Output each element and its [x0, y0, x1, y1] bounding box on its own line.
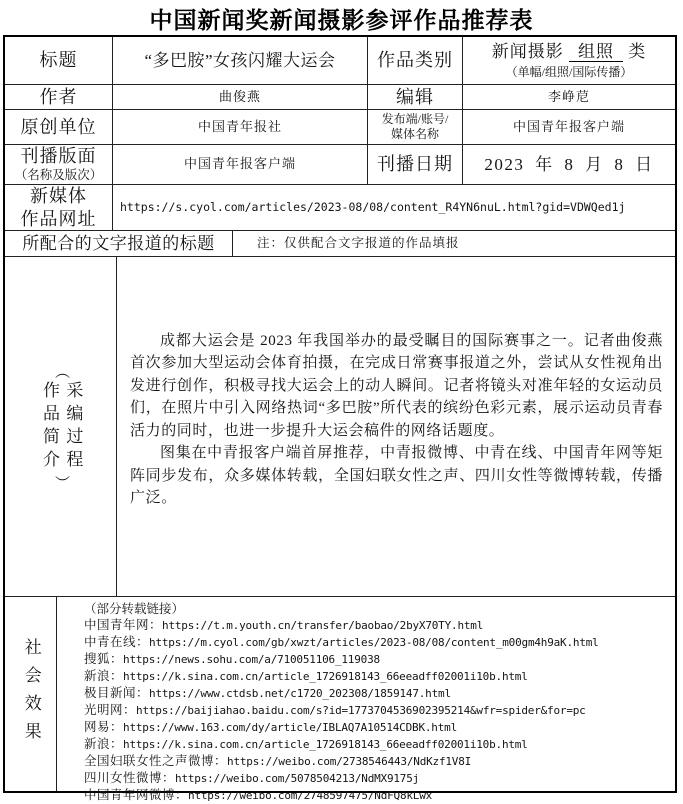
- repost-links-list: [84, 617, 671, 804]
- repost-source-name: 极目新闻：: [84, 686, 150, 700]
- publish-date-value: 2023 年 8 月 8 日: [463, 145, 675, 185]
- origin-org-value: 中国青年报社: [113, 110, 368, 145]
- repost-link-url: https://www.ctdsb.net/c1720_202308/1859147.html: [149, 687, 451, 700]
- repost-source-name: 光明网：: [84, 703, 137, 717]
- intro-text: [117, 257, 675, 597]
- origin-org-label: 原创单位: [5, 110, 113, 145]
- repost-links-header: （部分转载链接）: [84, 602, 185, 616]
- repost-source-name: 中国青年网微博：: [84, 788, 189, 802]
- publish-page-value: 中国青年报客户端: [113, 145, 368, 185]
- publish-page-label: 刊播版面 （名称及版次）: [5, 145, 113, 185]
- repost-link-url: https://k.sina.com.cn/article_1726918143_66eeadff02001i10b.html: [123, 670, 528, 683]
- repost-link-url: https://k.sina.com.cn/article_1726918143_66eeadff02001i10b.html: [123, 738, 528, 751]
- related-text-title-note: 注：仅供配合文字报道的作品填报: [233, 231, 675, 257]
- title-value: “多巴胺”女孩闪耀大运会: [113, 37, 368, 85]
- repost-link-row: [84, 668, 671, 685]
- repost-link-row: [84, 719, 671, 736]
- repost-link-row: [84, 753, 671, 770]
- repost-link-url: https://weibo.com/5078504213/NdMX9175j: [175, 772, 420, 785]
- category-selected: 组照: [569, 42, 623, 62]
- author-value: 曲俊燕: [113, 85, 368, 110]
- repost-source-name: 全国妇联女性之声微博：: [84, 754, 228, 768]
- intro-label-left: 作品简介: [40, 380, 59, 473]
- repost-link-row: [84, 634, 671, 651]
- repost-link-url: https://www.163.com/dy/article/IBLAQ7A10514CDBK.html: [123, 721, 457, 734]
- social-effect-label: 社会效果: [5, 597, 57, 791]
- repost-source-name: 搜狐：: [84, 652, 124, 666]
- category-prefix: 新闻摄影: [491, 41, 564, 61]
- repost-link-row: [84, 685, 671, 702]
- category-suffix: 类: [628, 41, 647, 61]
- new-media-url-value: [113, 185, 675, 231]
- publish-platform-value: 中国青年报客户端: [463, 110, 675, 145]
- repost-link-url: https://baijiahao.baidu.com/s?id=1773704536902395214&wfr=spider&for=pc: [136, 704, 586, 717]
- repost-link-row: [84, 736, 671, 753]
- repost-source-name: 中青在线：: [84, 635, 150, 649]
- category-options-note: （单幅/组照/国际传播）: [505, 65, 633, 80]
- repost-link-url: https://t.m.youth.cn/transfer/baobao/2byX70TY.html: [162, 619, 484, 632]
- intro-section-label: [5, 257, 117, 597]
- repost-link-url: https://weibo.com/2738546443/NdKzf1V8I: [227, 755, 472, 768]
- category-line: [492, 41, 647, 62]
- paren-bottom: ）: [52, 474, 69, 490]
- category-value: [463, 37, 675, 85]
- intro-label-right: 采编过程: [63, 380, 83, 473]
- paren-top: （: [52, 363, 69, 379]
- repost-source-name: 新浪：: [84, 737, 124, 751]
- author-label: 作者: [5, 85, 113, 110]
- intro-paragraph: 成都大运会是 2023 年我国举办的最受瞩目的国际赛事之一。记者曲俊燕首次参加大型运动会体育拍摄，在完成日常赛事报道之外，尝试从女性视角出发进行创作，积极寻找大运会上的动人瞬间。记者将镜头对准年轻的女运动员们，在照片中引入网络热词“多巴胺”所代表的缤纷色彩元素，展示运动员青春活力的同时，也进一步提升大运会稿件的网络话题度。: [130, 332, 663, 439]
- work-url: https://s.cyol.com/articles/2023-08/08/content_R4YN6nuL.html?gid=VDWQed1j: [120, 200, 626, 215]
- repost-source-name: 四川女性微博：: [84, 771, 176, 785]
- new-media-url-label: 新媒体 作品网址: [5, 185, 113, 231]
- repost-link-url: https://weibo.com/2748597475/NdFQ8kLwx: [188, 789, 433, 802]
- intro-paragraph: 图集在中青报客户端首屏推荐，中青报微博、中青在线、中国青年网等矩阵同步发布，众多媒体转载，全国妇联女性之声、四川女性等微博转载，传播广泛。: [130, 445, 663, 506]
- repost-source-name: 网易：: [84, 720, 124, 734]
- social-effect-content: [57, 597, 675, 802]
- related-text-title-label: 所配合的文字报道的标题: [5, 231, 233, 257]
- publish-date-label: 刊播日期: [368, 145, 463, 185]
- repost-link-row: [84, 617, 671, 634]
- title-label: 标题: [5, 37, 113, 85]
- form-table: [3, 35, 677, 802]
- publish-platform-label: 发布端/账号/ 媒体名称: [368, 110, 463, 145]
- repost-link-row: [84, 651, 671, 668]
- editor-value: 李峥苨: [463, 85, 675, 110]
- repost-link-url: https://news.sohu.com/a/710051106_119038: [123, 653, 380, 666]
- editor-label: 编辑: [368, 85, 463, 110]
- repost-link-row: [84, 770, 671, 787]
- repost-source-name: 新浪：: [84, 669, 124, 683]
- page-title: 中国新闻奖新闻摄影参评作品推荐表: [149, 7, 534, 33]
- category-label: 作品类别: [368, 37, 463, 85]
- repost-source-name: 中国青年网：: [84, 618, 163, 632]
- repost-link-row: [84, 702, 671, 719]
- repost-link-row: [84, 787, 671, 804]
- repost-link-url: https://m.cyol.com/gb/xwzt/articles/2023-08/08/content_m00gm4h9aK.html: [149, 636, 599, 649]
